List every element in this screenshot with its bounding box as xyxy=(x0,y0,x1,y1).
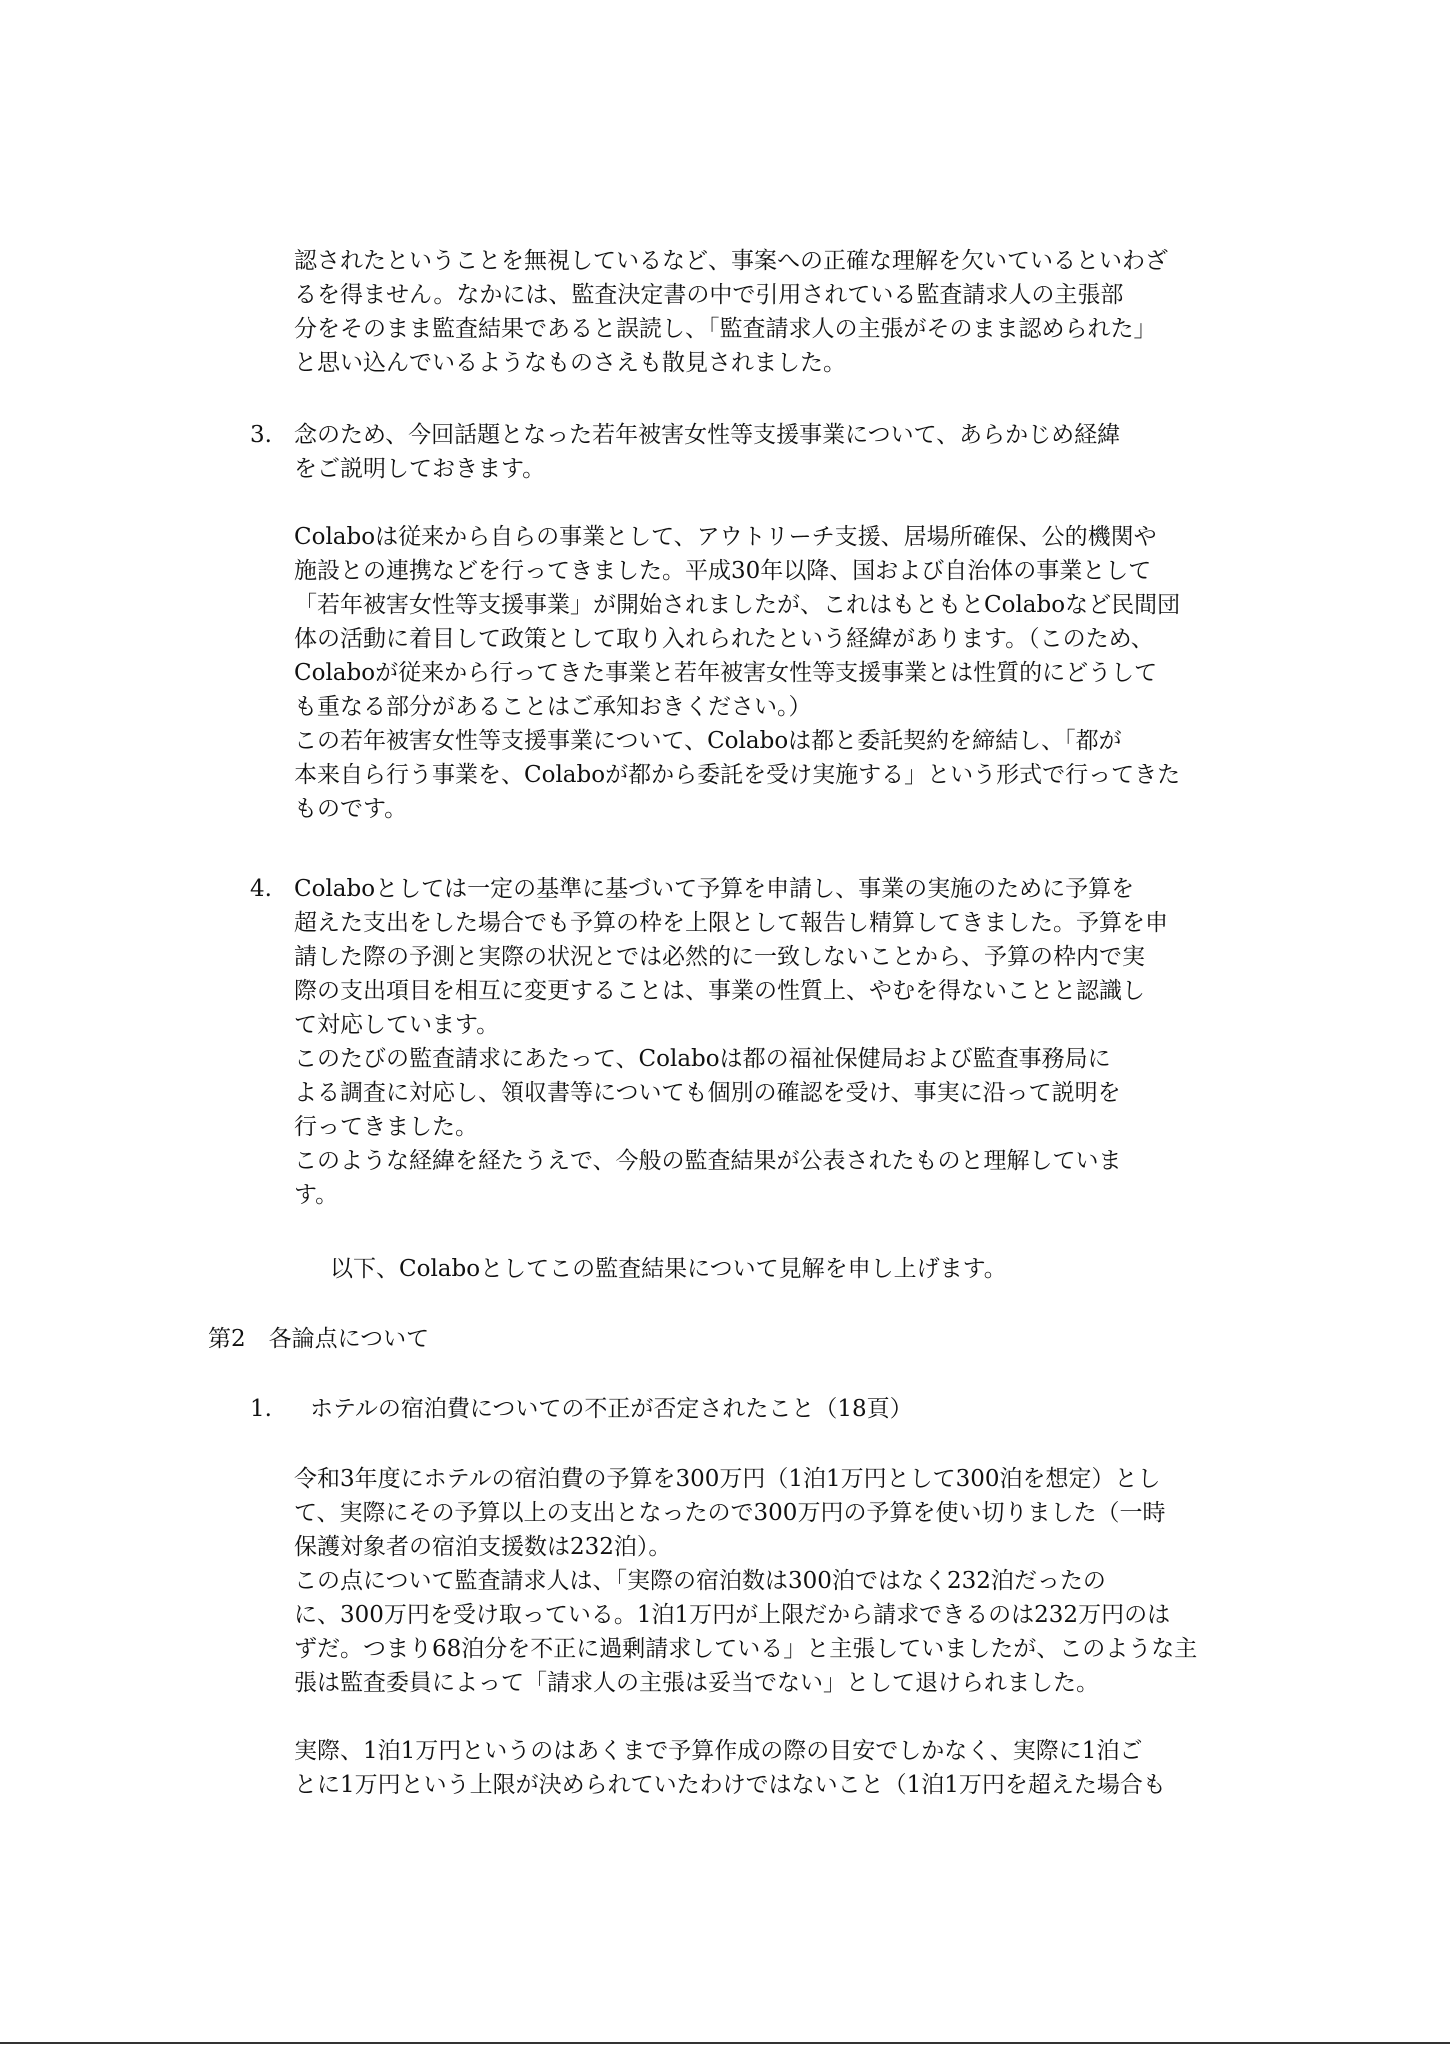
text-line: 張は監査委員によって「請求人の主張は妥当でない」として退けられました。 xyxy=(294,1670,1099,1696)
text-line: Colaboは従来から自らの事業として、アウトリーチ支援、居場所確保、公的機関や xyxy=(294,524,1157,550)
text-line: Colaboが従来から行ってきた事業と若年被害女性等支援事業とは性質的にどうして xyxy=(294,660,1158,686)
text-line: 保護対象者の宿泊支援数は232泊）。 xyxy=(294,1534,672,1560)
text-line: 請した際の予測と実際の状況とでは必然的に一致しないことから、予算の枠内で実 xyxy=(294,944,1145,970)
text-line: 体の活動に着目して政策として取り入れられたという経緯があります。（このため、 xyxy=(294,626,1154,652)
text-line: ものです。 xyxy=(294,796,408,822)
text-line: に、300万円を受け取っている。1泊1万円が上限だから請求できるのは232万円のは xyxy=(294,1602,1171,1628)
item-number: 4. xyxy=(250,876,272,902)
text-line: 念のため、今回話題となった若年被害女性等支援事業について、あらかじめ経緯 xyxy=(294,422,1121,448)
text-line: よる調査に対応し、領収書等についても個別の確認を受け、事実に沿って説明を xyxy=(294,1080,1121,1106)
text-line: 分をそのまま監査結果であると誤読し、「監査請求人の主張がそのまま認められた」 xyxy=(294,316,1157,342)
text-line: 際の支出項目を相互に変更することは、事業の性質上、やむを得ないことと認識し xyxy=(294,978,1145,1004)
text-line: 以下、Colaboとしてこの監査結果について見解を申し上げます。 xyxy=(330,1256,1007,1282)
text-line: す。 xyxy=(294,1182,339,1208)
section2-item1-body xyxy=(294,1462,1238,1700)
text-line: この若年被害女性等支援事業について、Colaboは都と委託契約を締結し、「都が xyxy=(294,728,1122,754)
text-line: ホテルの宿泊費についての不正が否定されたこと（18頁） xyxy=(310,1396,913,1422)
item-number: 3. xyxy=(250,422,272,448)
text-line: 施設との連携などを行ってきました。平成30年以降、国および自治体の事業として xyxy=(294,558,1152,584)
text-line: て、実際にその予算以上の支出となったので300万円の予算を使い切りました（一時 xyxy=(294,1500,1166,1526)
text-line: ずだ。つまり68泊分を不正に過剰請求している」と主張していましたが、このような主 xyxy=(294,1636,1198,1662)
section2-item1-body-cont xyxy=(294,1734,1238,1802)
text-line: 実際、1泊1万円というのはあくまで予算作成の際の目安でしかなく、実際に1泊ご xyxy=(294,1738,1143,1764)
text-line: るを得ません。なかには、監査決定書の中で引用されている監査請求人の主張部 xyxy=(294,282,1124,308)
text-line: このたびの監査請求にあたって、Colaboは都の福祉保健局および監査事務局に xyxy=(294,1046,1111,1072)
text-line: も重なる部分があることはご承知おきください。） xyxy=(294,694,812,720)
item4-closing xyxy=(294,1252,1238,1286)
item3-intro xyxy=(294,418,1238,486)
item-number: 1. xyxy=(250,1396,272,1422)
text-line: 超えた支出をした場合でも予算の枠を上限として報告し精算してきました。予算を申 xyxy=(294,910,1168,936)
text-line: 本来自ら行う事業を、Colaboが都から委託を受け実施する」という形式で行ってきた xyxy=(294,762,1181,788)
text-line: Colaboとしては一定の基準に基づいて予算を申請し、事業の実施のために予算を xyxy=(294,876,1135,902)
item3-paragraph-1 xyxy=(294,520,1238,826)
text-line: 行ってきました。 xyxy=(294,1114,478,1140)
text-line: この点について監査請求人は、「実際の宿泊数は300泊ではなく232泊だったの xyxy=(294,1568,1106,1594)
text-line: と思い込んでいるようなものさえも散見されました。 xyxy=(294,350,846,376)
item4-paragraphs xyxy=(294,872,1238,1212)
text-line: 「若年被害女性等支援事業」が開始されましたが、これはもともとColaboなど民間団 xyxy=(294,592,1181,618)
text-line: て対応しています。 xyxy=(294,1012,500,1038)
text-line: 認されたということを無視しているなど、事案への正確な理解を欠いているといわざ xyxy=(294,248,1168,274)
text-line: このような経緯を経たうえで、今般の監査結果が公表されたものと理解していま xyxy=(294,1148,1122,1174)
item-title xyxy=(310,1392,1254,1426)
page-bottom-rule xyxy=(0,2042,1450,2044)
intro-paragraph xyxy=(294,244,1238,380)
section-heading: 第2 各論点について xyxy=(208,1326,430,1352)
text-line: とに1万円という上限が決められていたわけではないこと（1泊1万円を超えた場合も xyxy=(294,1772,1166,1798)
text-line: 令和3年度にホテルの宿泊費の予算を300万円（1泊1万円として300泊を想定）とし xyxy=(294,1466,1161,1492)
text-line: をご説明しておきます。 xyxy=(294,456,546,482)
